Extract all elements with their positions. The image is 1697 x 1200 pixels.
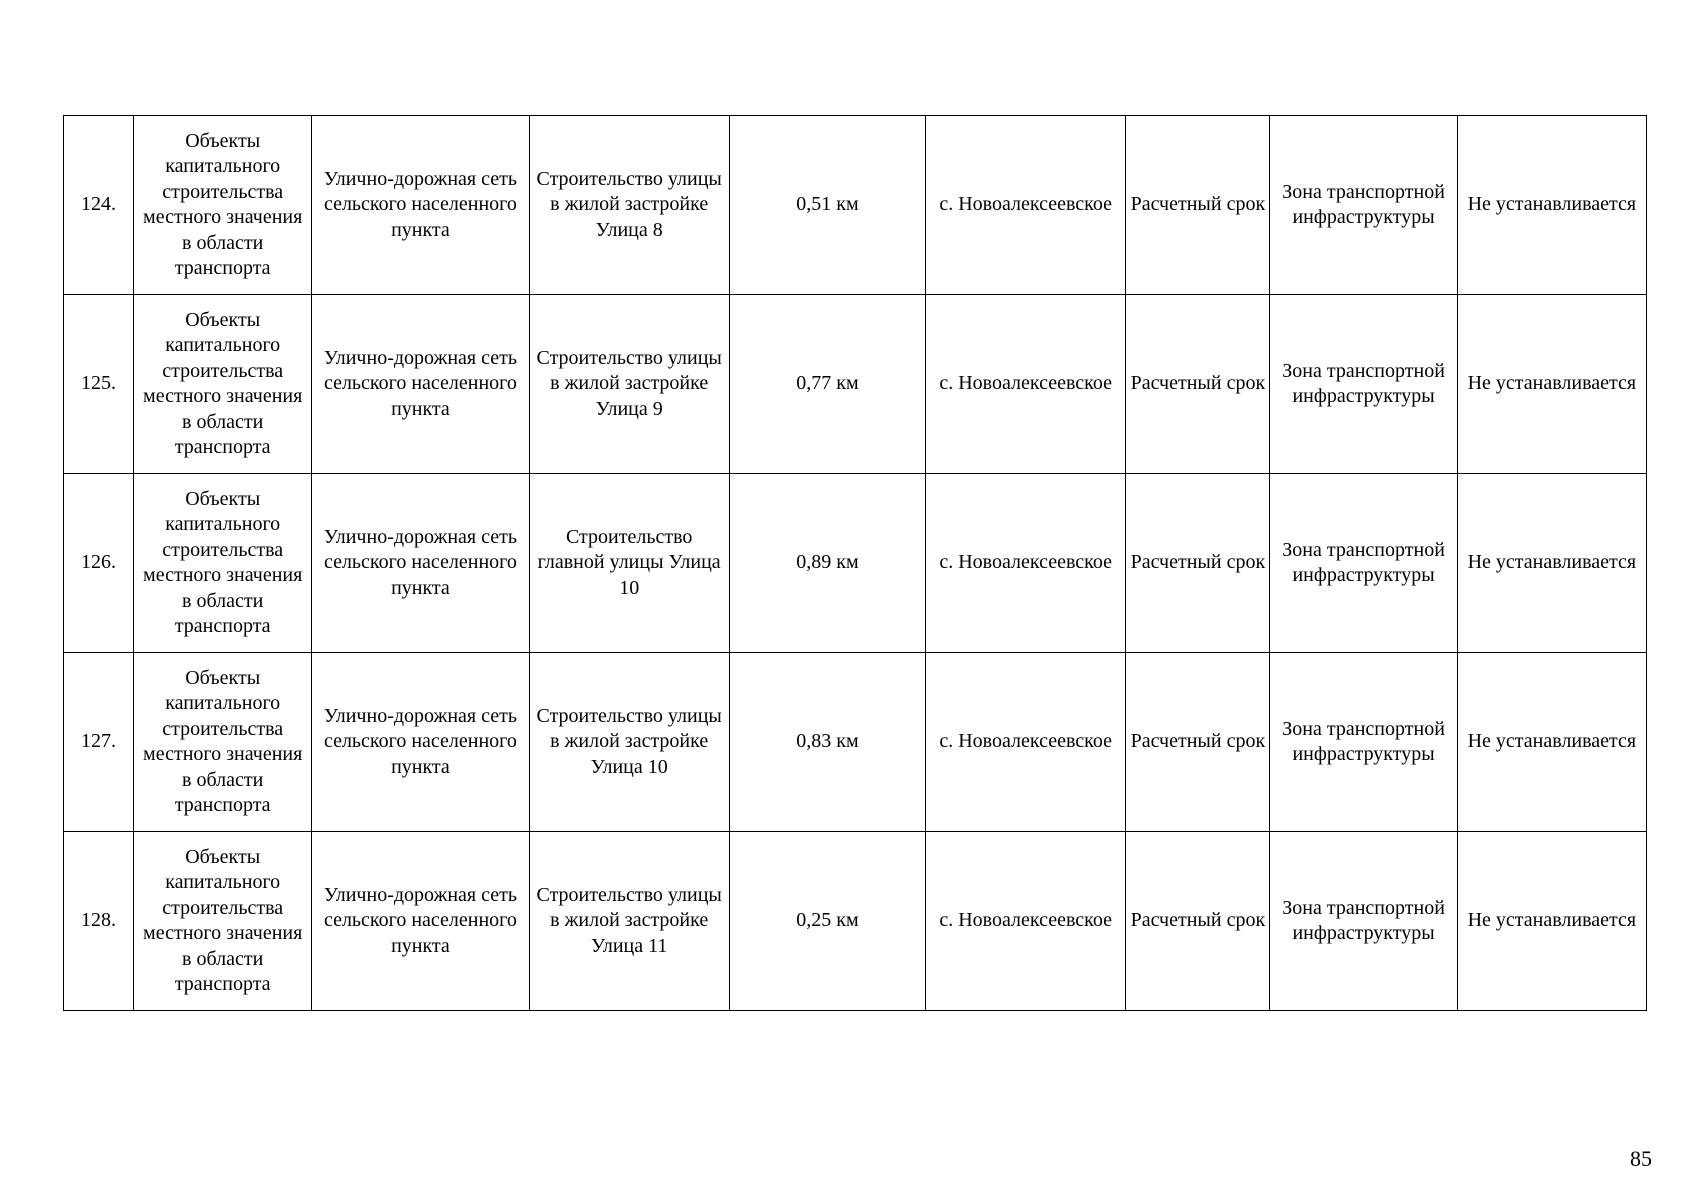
object-type: Улично-дорожная сеть сельского населенного пункта xyxy=(312,474,529,653)
object-category: Объекты капитального строительства местного значения в области транспорта xyxy=(134,832,312,1011)
object-type: Улично-дорожная сеть сельского населенного пункта xyxy=(312,653,529,832)
object-zone: Зона транспортной инфраструктуры xyxy=(1270,832,1457,1011)
table-row xyxy=(64,653,1647,832)
object-zone: Зона транспортной инфраструктуры xyxy=(1270,116,1457,295)
object-category: Объекты капитального строительства местного значения в области транспорта xyxy=(134,653,312,832)
page-number: 85 xyxy=(1630,1146,1652,1171)
object-length: 0,83 км xyxy=(729,653,925,832)
object-length: 0,77 км xyxy=(729,295,925,474)
object-location: с. Новоалексеевское xyxy=(926,116,1126,295)
row-number: 124. xyxy=(64,116,134,295)
row-number: 127. xyxy=(64,653,134,832)
object-length: 0,89 км xyxy=(729,474,925,653)
table-row xyxy=(64,116,1647,295)
table-row xyxy=(64,295,1647,474)
object-restriction: Не устанавливается xyxy=(1457,653,1646,832)
object-name: Строительство улицы в жилой застройке Улица 10 xyxy=(529,653,729,832)
object-category: Объекты капитального строительства местного значения в области транспорта xyxy=(134,474,312,653)
object-restriction: Не устанавливается xyxy=(1457,116,1646,295)
object-term: Расчетный срок xyxy=(1126,832,1270,1011)
object-location: с. Новоалексеевское xyxy=(926,295,1126,474)
object-zone: Зона транспортной инфраструктуры xyxy=(1270,295,1457,474)
object-type: Улично-дорожная сеть сельского населенного пункта xyxy=(312,832,529,1011)
object-term: Расчетный срок xyxy=(1126,116,1270,295)
row-number: 128. xyxy=(64,832,134,1011)
object-name: Строительство улицы в жилой застройке Улица 11 xyxy=(529,832,729,1011)
table-row xyxy=(64,832,1647,1011)
object-name: Строительство главной улицы Улица 10 xyxy=(529,474,729,653)
table-row xyxy=(64,474,1647,653)
object-category: Объекты капитального строительства местного значения в области транспорта xyxy=(134,295,312,474)
row-number: 125. xyxy=(64,295,134,474)
object-category: Объекты капитального строительства местного значения в области транспорта xyxy=(134,116,312,295)
object-length: 0,25 км xyxy=(729,832,925,1011)
row-number: 126. xyxy=(64,474,134,653)
object-type: Улично-дорожная сеть сельского населенного пункта xyxy=(312,116,529,295)
object-length: 0,51 км xyxy=(729,116,925,295)
object-zone: Зона транспортной инфраструктуры xyxy=(1270,474,1457,653)
object-term: Расчетный срок xyxy=(1126,474,1270,653)
object-location: с. Новоалексеевское xyxy=(926,653,1126,832)
objects-table xyxy=(63,115,1647,1011)
object-name: Строительство улицы в жилой застройке Улица 9 xyxy=(529,295,729,474)
object-zone: Зона транспортной инфраструктуры xyxy=(1270,653,1457,832)
object-name: Строительство улицы в жилой застройке Улица 8 xyxy=(529,116,729,295)
object-restriction: Не устанавливается xyxy=(1457,832,1646,1011)
object-term: Расчетный срок xyxy=(1126,653,1270,832)
object-restriction: Не устанавливается xyxy=(1457,295,1646,474)
object-term: Расчетный срок xyxy=(1126,295,1270,474)
object-location: с. Новоалексеевское xyxy=(926,832,1126,1011)
object-location: с. Новоалексеевское xyxy=(926,474,1126,653)
object-restriction: Не устанавливается xyxy=(1457,474,1646,653)
object-type: Улично-дорожная сеть сельского населенного пункта xyxy=(312,295,529,474)
